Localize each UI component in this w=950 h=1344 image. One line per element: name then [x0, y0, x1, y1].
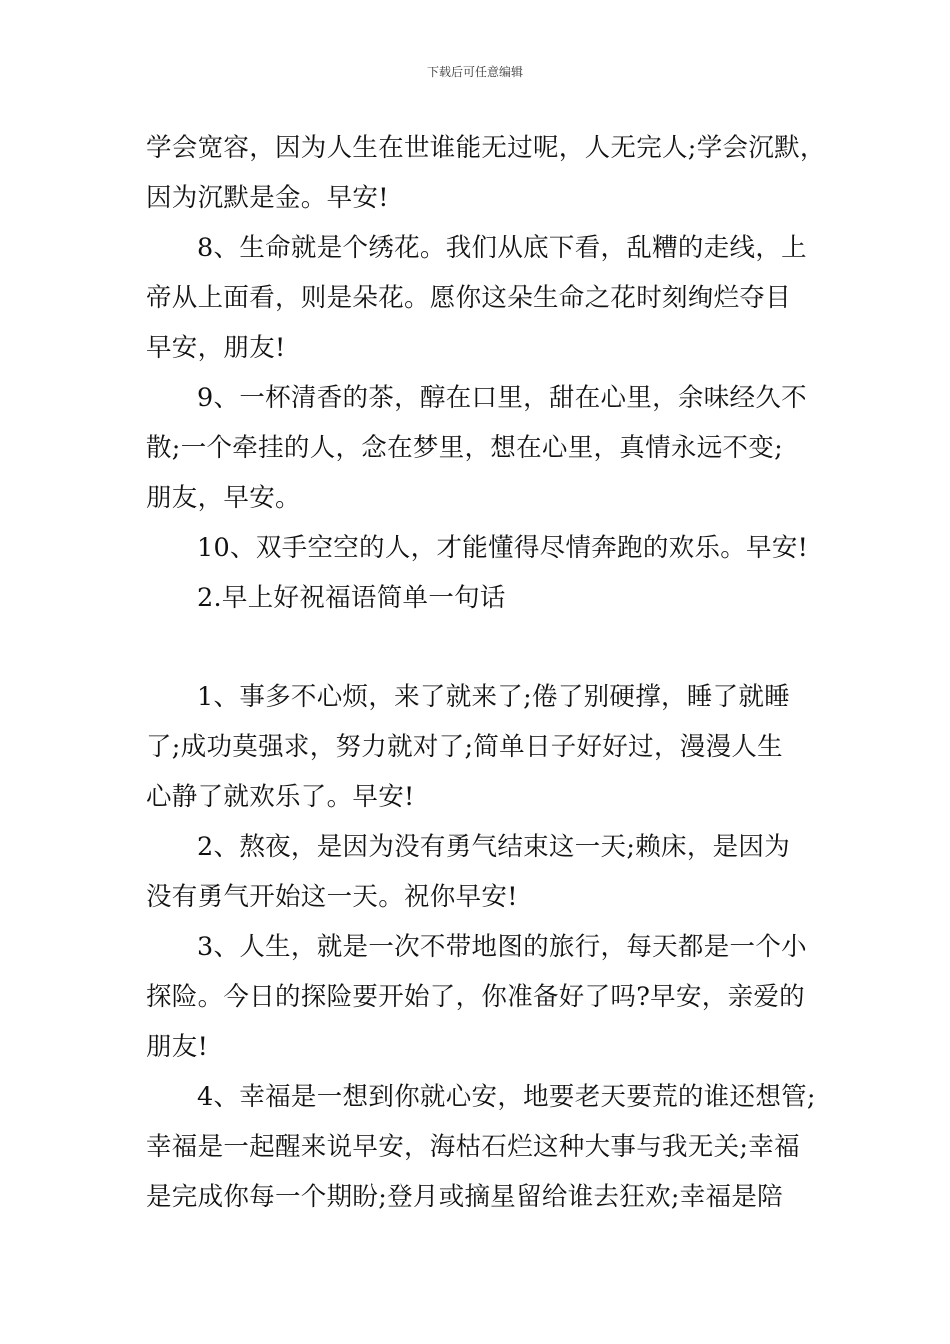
document-body	[146, 123, 826, 1222]
text-line: 4、幸福是一想到你就心安，地要老天要荒的谁还想管;	[197, 1082, 816, 1112]
text-line: 朋友，早安。	[146, 483, 301, 513]
text-line: 3、人生，就是一次不带地图的旅行，每天都是一个小	[197, 932, 807, 962]
text-line: 9、一杯清香的茶，醇在口里，甜在心里，余味经久不	[197, 383, 807, 413]
text-line: 早安，朋友!	[146, 333, 286, 363]
text-line: 幸福是一起醒来说早安，海枯石烂这种大事与我无关;幸福	[146, 1132, 800, 1162]
text-line: 心静了就欢乐了。早安!	[146, 782, 415, 812]
text-line: 1、事多不心烦，来了就来了;倦了别硬撑，睡了就睡	[197, 682, 791, 712]
text-line: 没有勇气开始这一天。祝你早安!	[146, 882, 518, 912]
text-line: 因为沉默是金。早安!	[146, 183, 389, 213]
text-line: 探险。今日的探险要开始了，你准备好了吗?早安，亲爱的	[146, 982, 805, 1012]
text-line: 10、双手空空的人，才能懂得尽情奔跑的欢乐。早安!	[197, 533, 809, 563]
text-line: 了;成功莫强求，努力就对了;简单日子好好过，漫漫人生	[146, 732, 783, 762]
text-line: 散;一个牵挂的人，念在梦里，想在心里，真情永远不变;	[146, 433, 783, 463]
text-line: 2、熬夜，是因为没有勇气结束这一天;赖床，是因为	[197, 832, 791, 862]
text-line: 学会宽容，因为人生在世谁能无过呢，人无完人;学会沉默，	[146, 133, 826, 163]
page-header: 下载后可任意编辑	[426, 65, 523, 79]
section-heading: 2.早上好祝福语简单一句话	[197, 583, 506, 613]
text-line: 是完成你每一个期盼;登月或摘星留给谁去狂欢;幸福是陪	[146, 1182, 783, 1212]
text-line: 朋友!	[146, 1032, 209, 1062]
paragraph-gap	[146, 623, 814, 672]
text-line: 帝从上面看，则是朵花。愿你这朵生命之花时刻绚烂夺目	[146, 283, 792, 313]
text-line: 8、生命就是个绣花。我们从底下看，乱糟的走线，上	[197, 233, 807, 263]
